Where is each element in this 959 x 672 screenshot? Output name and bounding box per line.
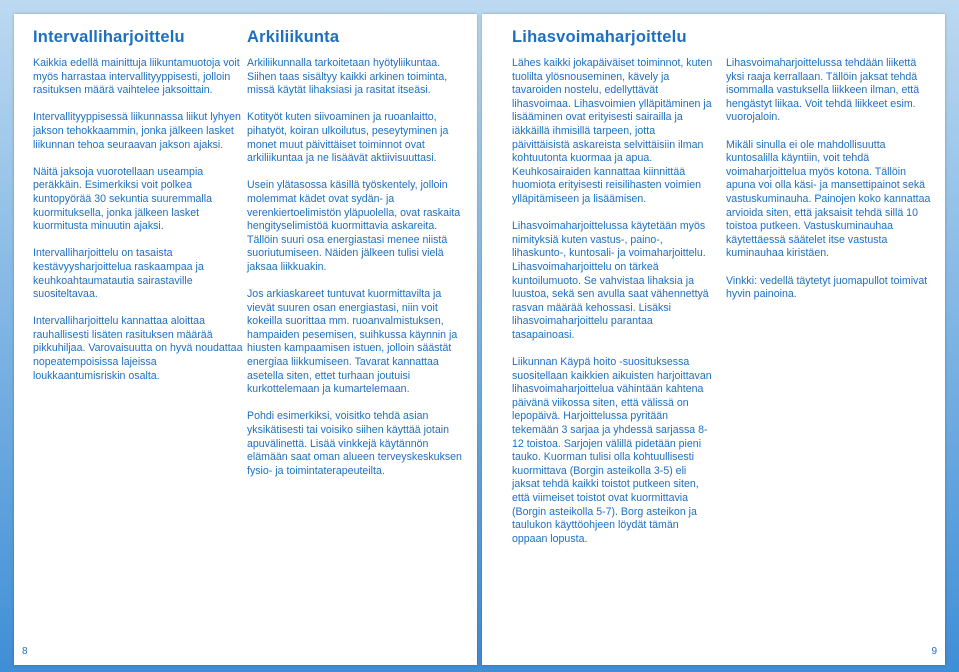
section-body (247, 57, 465, 492)
page-number: 9 (931, 646, 937, 657)
paragraph: Lähes kaikki jokapäiväiset toiminnot, kuten tuolilta ylösnouseminen, kävely ja tavaroiden nostelu, edellyttävät lihasvoimaa. Lihasvoimien ylläpitäminen ja lisääminen ovat erityisesti sairailla ja iäkkäillä ihmisillä tarpeen, jotta päivittäisistä askareista selvittäisiin ilman kohtuutonta kuormaa ja apua. Keuhkosairaiden kannattaa kiinnittää huomiota erityisesti reisilihasten voimien ylläpitämiseen ja lisäämisen. (512, 57, 713, 205)
section-heading: Intervalliharjoittelu (33, 28, 185, 46)
section-heading: Arkiliikunta (247, 28, 340, 46)
section-body (33, 57, 243, 397)
paragraph: Liikunnan Käypä hoito -suosituksessa suositellaan kaikkien aikuisten harjoittavan lihasvoimaharjoittelua vähintään kahtena päivänä viikossa siten, että välissä on lepopäivä. Harjoittelussa pyritään tekemään 3 sarjaa ja yhdessä sarjassa 8-12 toistoa. Sarjojen välillä pidetään pieni tauko. Kuorman tulisi olla kohtuullisesti kuormittava (Borgin asteikolla 3-5) eli jaksat tehdä kaikki toistot putkeen siten, että viimeiset toistot ovat kuormittavia (Borgin asteikolla 5-7). Borg asteikon ja taulukon käyttöohjeen löydät tämän oppaan lopusta. (512, 356, 712, 545)
paragraph: Intervallityyppisessä liikunnassa liikut lyhyen jakson tehokkaammin, jonka jälkeen lasket liikunnan tehoa seuraavan jakson ajaksi. (33, 111, 241, 151)
paragraph: Näitä jaksoja vuorotellaan useampia peräkkäin. Esimerkiksi voit polkea kuntopyörää 30 sekuntia suuremmalla kuormituksella, jonka jälkeen lasket kuormitusta minuutin ajaksi. (33, 165, 213, 233)
paragraph: Intervalliharjoittelu on tasaista kestävyysharjoittelua raskaampaa ja keuhkoahtaumatautia sairastaville suositeltavaa. (33, 247, 204, 301)
paragraph: Vinkki: vedellä täytetyt juomapullot toimivat hyvin painoina. (726, 274, 928, 301)
page-number: 8 (22, 646, 28, 657)
paragraph: Kaikkia edellä mainittuja liikuntamuotoja voit myös harrastaa intervallityyppisesti, jolloin rasituksen määrä vaihtelee jaksoittain. (33, 57, 240, 97)
left-page (14, 14, 477, 665)
paragraph: Usein ylätasossa käsillä työskentely, jolloin molemmat kädet ovat sydän- ja verenkiertoelimistön yläpuolella, ovat raskaita hengityselimistöä kuormittavia askareita. Tällöin suuri osa energiastasi menee niistä suoriutumiseen. Näiden jälkeen tulisi vielä jaksaa liikkuakin. (247, 179, 461, 273)
section-heading: Lihasvoimaharjoittelu (512, 28, 687, 46)
paragraph: Pohdi esimerkiksi, voisitko tehdä asian yksikätisesti tai voisiko siihen käyttää jotain apuvälinettä. Lisää vinkkejä käytännön elämään saat oman alueen terveyskeskuksen fysio- ja toimintaterapeuteilta. (247, 410, 462, 477)
section-body (512, 57, 714, 560)
paragraph: Intervalliharjoittelu kannattaa aloittaa rauhallisesti lisäten rasituksen määrää pikkuhiljaa. Varovaisuutta on hyvä noudattaa nopeatempoisissa lajeissa loukkaantumisriskin osalta. (33, 315, 243, 382)
right-page (482, 14, 945, 665)
paragraph: Kotityöt kuten siivoaminen ja ruoanlaitto, pihatyöt, koiran ulkoilutus, peseytyminen ja monet muut päivittäiset toiminnot ovat arkiliikuntaa ja ne lisäävät aktiivisuuttasi. (247, 111, 449, 165)
paragraph: Arkiliikunnalla tarkoitetaan hyötyliikuntaa. Siihen taas sisältyy kaikki arkinen toiminta, missä käytät lihaksiasi ja rasitat itseäsi. (247, 57, 448, 97)
paragraph: Mikäli sinulla ei ole mahdollisuutta kuntosalilla käyntiin, voit tehdä voimaharjoittelua myös kotona. Tällöin apuna voi olla käsi- ja mansettipainot sekä vastuskuminauha. Painojen koko kannattaa arvioida siten, että jaksaisit tehdä sillä 10 toistoa putkeen. Vastuskuminauhaa käytettäessä säätelet itse vastusta kuminauhaa kiristäen. (726, 138, 931, 260)
paragraph: Jos arkiaskareet tuntuvat kuormittavilta ja vievät suuren osan energiastasi, niin voit kokeilla suorittaa mm. ruoanvalmistuksen, hampaiden pesemisen, suihkussa käynnin ja hiusten kampaamisen istuen, jolloin säästät energiaa liikkumiseen. Tavarat kannattaa asetella siten, ettet turhaan joutuisi kurkottelemaan ja kumartelemaan. (247, 288, 458, 396)
section-body (726, 57, 932, 315)
paragraph: Lihasvoimaharjoittelussa tehdään liikettä yksi raaja kerrallaan. Tällöin jaksat tehdä isommalla vastuksella liikkeen ilman, että hengästyt liikaa. Voit tehdä liikkeet esim. vuorojaloin. (726, 57, 920, 124)
paragraph: Lihasvoimaharjoittelussa käytetään myös nimityksiä kuten vastus-, paino-, lihaskunto-, kuntosali- ja voimaharjoittelu. Lihasvoimaharjoittelu on tärkeä kuntoilumuoto. Se vahvistaa lihaksia ja luustoa, sekä sen avulla saat vähennettyä rasvan määrää kehossasi. Lisäksi lihasvoimaharjoittelu parantaa tasapainoasi. (512, 220, 709, 341)
